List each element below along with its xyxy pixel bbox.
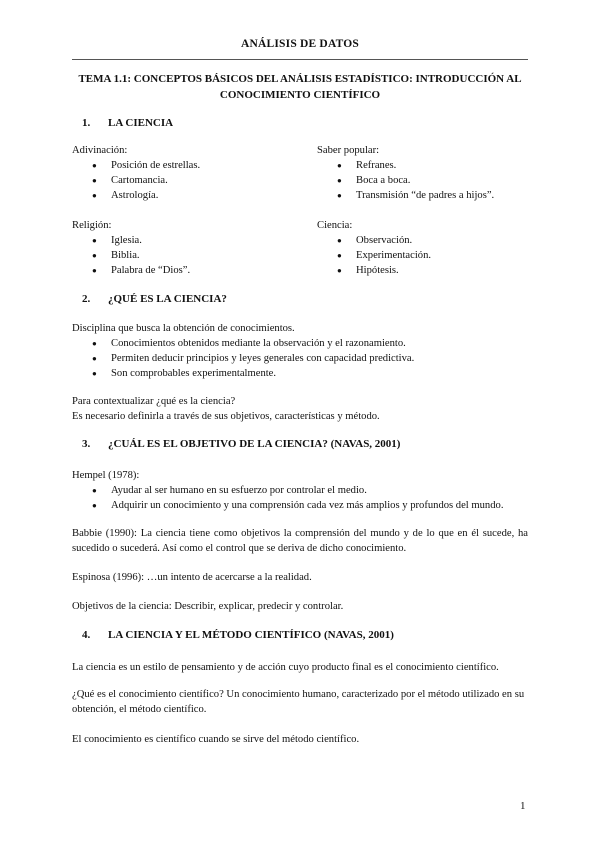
list-item: ● Astrología. [90, 188, 302, 203]
section-title: LA CIENCIA Y EL MÉTODO CIENTÍFICO (NAVAS, 2001) [108, 629, 394, 641]
header-rule [72, 59, 528, 60]
list-item: ● Hipótesis. [335, 263, 547, 278]
list-item: ● Transmisión “de padres a hijos”. [335, 188, 547, 203]
title-line-2: CONOCIMIENTO CIENTÍFICO [219, 89, 381, 101]
list-item: ● Observación. [335, 233, 547, 248]
section-2-heading [82, 293, 227, 305]
page-number: 1 [520, 800, 526, 812]
running-header: ANÁLISIS DE DATOS [240, 38, 359, 50]
saber-popular-block [317, 143, 547, 203]
paragraph: Disciplina que busca la obtención de conocimientos. [72, 323, 295, 334]
ciencia-label: Ciencia: [317, 220, 353, 231]
paragraph: Para contextualizar ¿qué es la ciencia? [72, 396, 236, 407]
saber-popular-list [335, 158, 547, 203]
list-item: ● Experimentación. [335, 248, 547, 263]
section-title: ¿QUÉ ES LA CIENCIA? [108, 293, 227, 305]
list-item: ● Permiten deducir principios y leyes generales con capacidad predictiva. [90, 351, 540, 366]
list-item: ● Iglesia. [90, 233, 302, 248]
section-4-heading [82, 629, 394, 641]
list-item: ● Refranes. [335, 158, 547, 173]
section-3-heading [82, 438, 400, 450]
section-number: 2. [82, 293, 91, 305]
adivinacion-list [90, 158, 302, 203]
list-item: ● Ayudar al ser humano en su esfuerzo por controlar el medio. [90, 483, 540, 498]
title-line-1: TEMA 1.1: CONCEPTOS BÁSICOS DEL ANÁLISIS ESTADÍSTICO: INTRODUCCIÓN AL [78, 73, 522, 85]
paragraph: Hempel (1978): [72, 470, 140, 481]
paragraph: ¿Qué es el conocimiento científico? Un conocimiento humano, caracterizado por el método utilizado en su obtención, el método científico. [72, 689, 525, 715]
list-item: ● Conocimientos obtenidos mediante la observación y el razonamiento. [90, 336, 540, 351]
section-title: ¿CUÁL ES EL OBJETIVO DE LA CIENCIA? (NAVAS, 2001) [108, 438, 401, 450]
section-number: 1. [82, 117, 91, 129]
section-title: LA CIENCIA [108, 117, 174, 129]
paragraph: Objetivos de la ciencia: Describir, explicar, predecir y controlar. [72, 601, 344, 612]
list-item: ● Posición de estrellas. [90, 158, 302, 173]
list-item: ● Son comprobables experimentalmente. [90, 366, 540, 381]
list-item: ● Palabra de “Dios”. [90, 263, 302, 278]
ciencia-features-list [90, 336, 540, 381]
adivinacion-label: Adivinación: [72, 145, 128, 156]
ciencia-list [335, 233, 547, 278]
adivinacion-block [72, 143, 302, 203]
list-item: ● Cartomancia. [90, 173, 302, 188]
religion-label: Religión: [72, 220, 112, 231]
section-1-heading [82, 117, 173, 129]
paragraph: La ciencia es un estilo de pensamiento y de acción cuyo producto final es el conocimiento científico. [72, 662, 499, 673]
hempel-list [90, 483, 540, 513]
section-number: 3. [82, 438, 91, 450]
paragraph: Es necesario definirla a través de sus objetivos, características y método. [72, 411, 380, 422]
list-item: ● Adquirir un conocimiento y una comprensión cada vez más amplios y profundos del mundo. [90, 498, 540, 513]
saber-popular-label: Saber popular: [317, 145, 380, 156]
list-item: ● Biblia. [90, 248, 302, 263]
paragraph: El conocimiento es científico cuando se sirve del método científico. [72, 734, 360, 745]
ciencia-block [317, 218, 547, 278]
paragraph: Babbie (1990): La ciencia tiene como objetivos la comprensión del mundo y de lo que en él sucede, ha sucedido o sucederá. Así como el control que se deriva de dicho conocimiento. [72, 528, 528, 554]
paragraph: Espinosa (1996): …un intento de acercarse a la realidad. [72, 572, 312, 583]
religion-block [72, 218, 302, 278]
page-title [72, 71, 528, 103]
religion-list [90, 233, 302, 278]
section-number: 4. [82, 629, 91, 641]
list-item: ● Boca a boca. [335, 173, 547, 188]
